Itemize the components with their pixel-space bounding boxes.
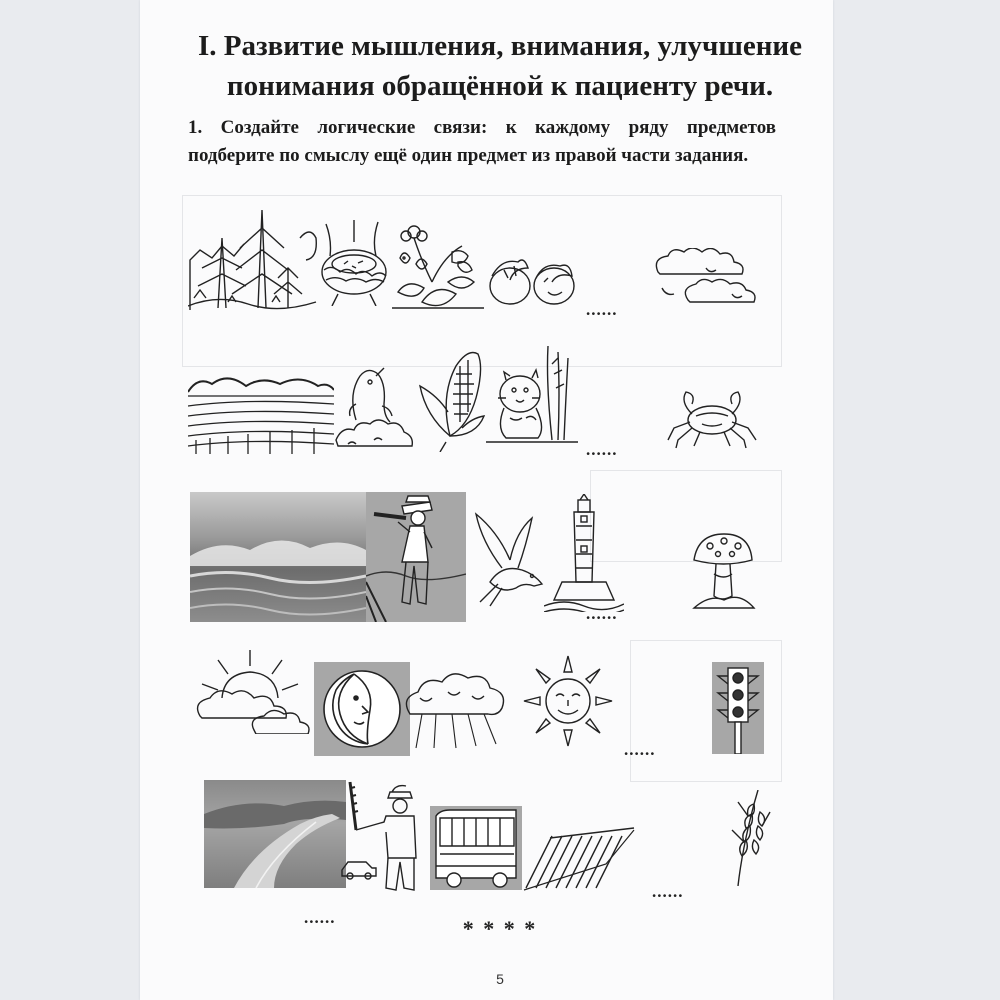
mole-drawing	[334, 364, 416, 452]
wild-strawberry-drawing	[392, 222, 484, 310]
traffic-light-picture	[712, 662, 764, 754]
corn-cob-drawing	[416, 346, 488, 452]
clouds-drawing	[652, 248, 768, 310]
traffic-police-officer-drawing	[340, 778, 422, 896]
task-word: предметов	[686, 117, 776, 138]
stormy-sea-photo	[190, 492, 366, 622]
task-word: связи:	[433, 117, 488, 138]
task-word: к	[505, 117, 517, 138]
lighthouse-drawing	[544, 494, 624, 612]
fly-agaric-mushroom-drawing	[690, 530, 756, 614]
answer-blank: ......	[304, 908, 336, 927]
task-text-line-2: подберите по смыслу ещё один предмет из правой части задания.	[188, 145, 749, 166]
plowed-field-drawing	[188, 368, 334, 454]
answer-blank: ......	[624, 740, 656, 759]
hamster-drawing	[486, 344, 580, 444]
page-number: 5	[496, 971, 504, 987]
road-photo	[204, 780, 346, 888]
answer-blank: ......	[652, 882, 684, 901]
page-title-line-1: I. Развитие мышления, внимания, улучшение	[197, 30, 802, 62]
task-word: Создайте	[220, 117, 299, 138]
sun-behind-clouds-drawing	[192, 650, 312, 734]
answer-blank: ......	[586, 300, 618, 319]
bus-picture	[430, 806, 522, 890]
wheat-ear-drawing	[724, 790, 772, 886]
hazelnuts-drawing	[484, 252, 580, 310]
task-text-line-1	[188, 117, 776, 139]
task-word: каждому	[535, 117, 611, 138]
seagull-drawing	[472, 512, 548, 608]
forest-drawing	[188, 198, 318, 310]
storm-cloud-drawing	[402, 668, 508, 752]
page-title-line-2: понимания обращённой к пациенту речи.	[226, 70, 774, 102]
sailor-with-telescope-picture	[366, 492, 466, 622]
crab-drawing	[666, 388, 758, 450]
crescent-moon-picture	[314, 662, 410, 756]
answer-blank: ......	[586, 604, 618, 623]
task-number: 1.	[188, 117, 203, 138]
section-divider: * * * *	[462, 916, 538, 941]
task-word: ряду	[628, 117, 669, 138]
smiling-sun-drawing	[522, 654, 614, 748]
task-word: логические	[317, 117, 416, 138]
bird-nest-drawing	[318, 220, 390, 306]
pedestrian-crossing-drawing	[522, 826, 638, 892]
answer-blank: ......	[586, 440, 618, 459]
